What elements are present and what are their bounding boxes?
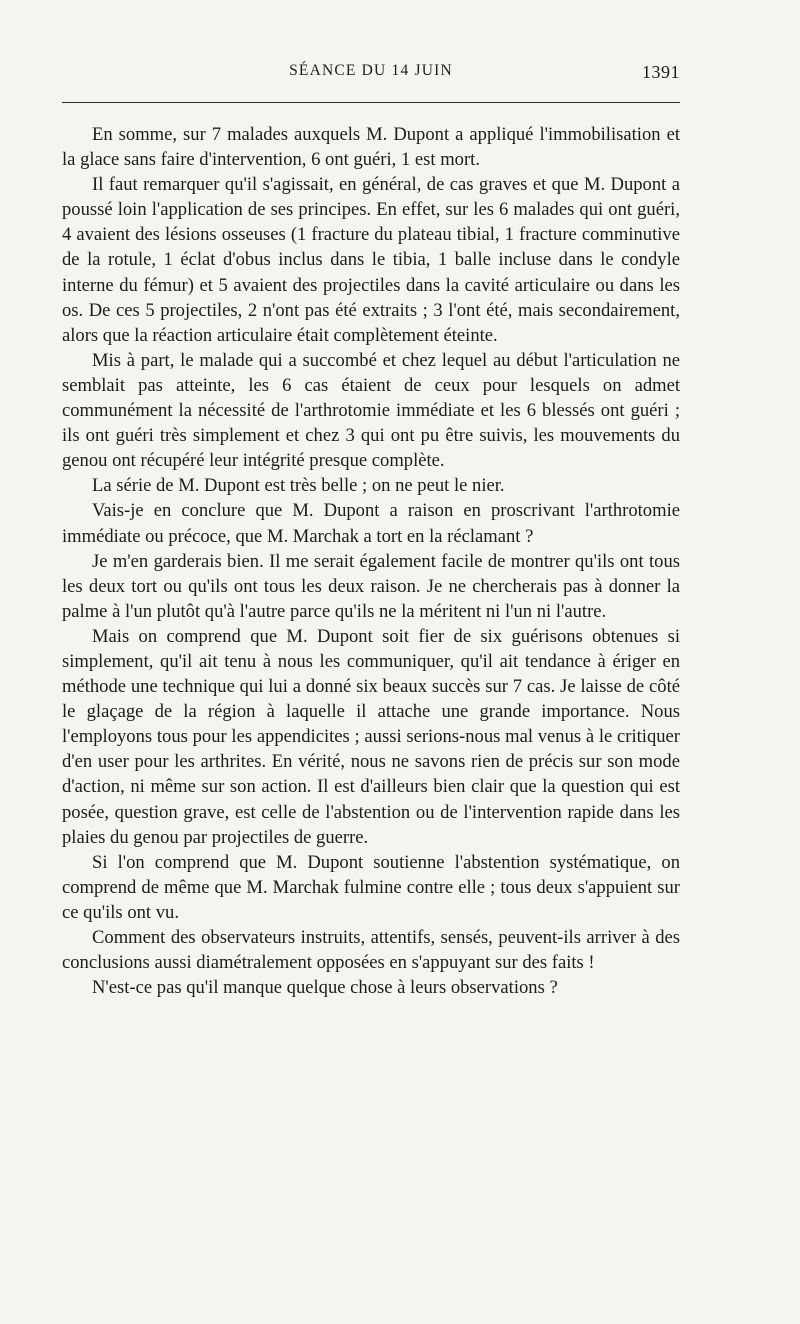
page-number: 1391	[642, 62, 680, 82]
paragraph: Mais on comprend que M. Dupont soit fier de six guérisons obtenues si simplement, qu'il ait tenu à nous les communiquer, qu'il ait tendance à ériger en méthode une technique qui lui a donné six beaux succès sur 7 cas. Je laisse de côté le glaçage de la région à laquelle il attache une grande importance. Nous l'employons tous pour les appendicites ; aussi serions-nous mal venus à le critiquer d'en user pour les arthrites. En vérité, nous ne savons rien de précis sur son mode d'action, ni même sur son action. Il est d'ailleurs bien clair que la question qui est posée, question grave, est celle de l'abstention ou de l'intervention rapide dans les plaies du genou par projectiles de guerre.	[62, 625, 680, 848]
paragraph: Vais-je en conclure que M. Dupont a raison en proscrivant l'arthrotomie immédiate ou précoce, que M. Marchak a tort en la réclamant ?	[62, 500, 680, 547]
body-text	[62, 122, 680, 1000]
paragraph: La série de M. Dupont est très belle ; on ne peut le nier.	[92, 475, 505, 497]
paragraph: Comment des observateurs instruits, attentifs, sensés, peuvent-ils arriver à des conclusions aussi diamétralement opposées en s'appuyant sur des faits !	[62, 927, 680, 974]
paragraph: En somme, sur 7 malades auxquels M. Dupont a appliqué l'immobilisation et la glace sans faire d'intervention, 6 ont guéri, 1 est mort.	[62, 124, 680, 171]
paragraph: Il faut remarquer qu'il s'agissait, en général, de cas graves et que M. Dupont a poussé loin l'application de ses principes. En effet, sur les 6 malades qui ont guéri, 4 avaient des lésions osseuses (1 fracture du plateau tibial, 1 fracture comminutive de la rotule, 1 éclat d'obus inclus dans le tibia, 1 balle incluse dans le condyle interne du fémur) et 5 avaient des projectiles dans la cavité articulaire ou dans les os. De ces 5 projectiles, 2 n'ont pas été extraits ; 3 l'ont été, mais secondairement, alors que la réaction articulaire était complètement éteinte.	[62, 174, 680, 346]
running-title: SÉANCE DU 14 JUIN	[289, 62, 453, 79]
paragraph: Si l'on comprend que M. Dupont soutienne l'abstention systématique, on comprend de même que M. Marchak fulmine contre elle ; tous deux s'appuient sur ce qu'ils ont vu.	[62, 851, 680, 923]
header-rule	[62, 102, 680, 103]
page-header	[62, 62, 680, 88]
paragraph: Mis à part, le malade qui a succombé et chez lequel au début l'articulation ne semblait pas atteinte, les 6 cas étaient de ceux pour lesquels on admet communément la nécessité de l'arthrotomie immédiate et les 6 blessés ont guéri ; ils ont guéri très simplement et chez 3 qui ont pu être suivis, les mouvements du genou ont récupéré leur intégrité presque complète.	[62, 349, 680, 472]
paragraph: Je m'en garderais bien. Il me serait également facile de montrer qu'ils ont tous les deux tort ou qu'ils ont tous les deux raison. Je ne chercherais pas à donner la palme à l'un plutôt qu'à l'autre parce qu'ils ne la méritent ni l'un ni l'autre.	[62, 550, 680, 622]
paragraph: N'est-ce pas qu'il manque quelque chose à leurs observations ?	[92, 977, 558, 999]
